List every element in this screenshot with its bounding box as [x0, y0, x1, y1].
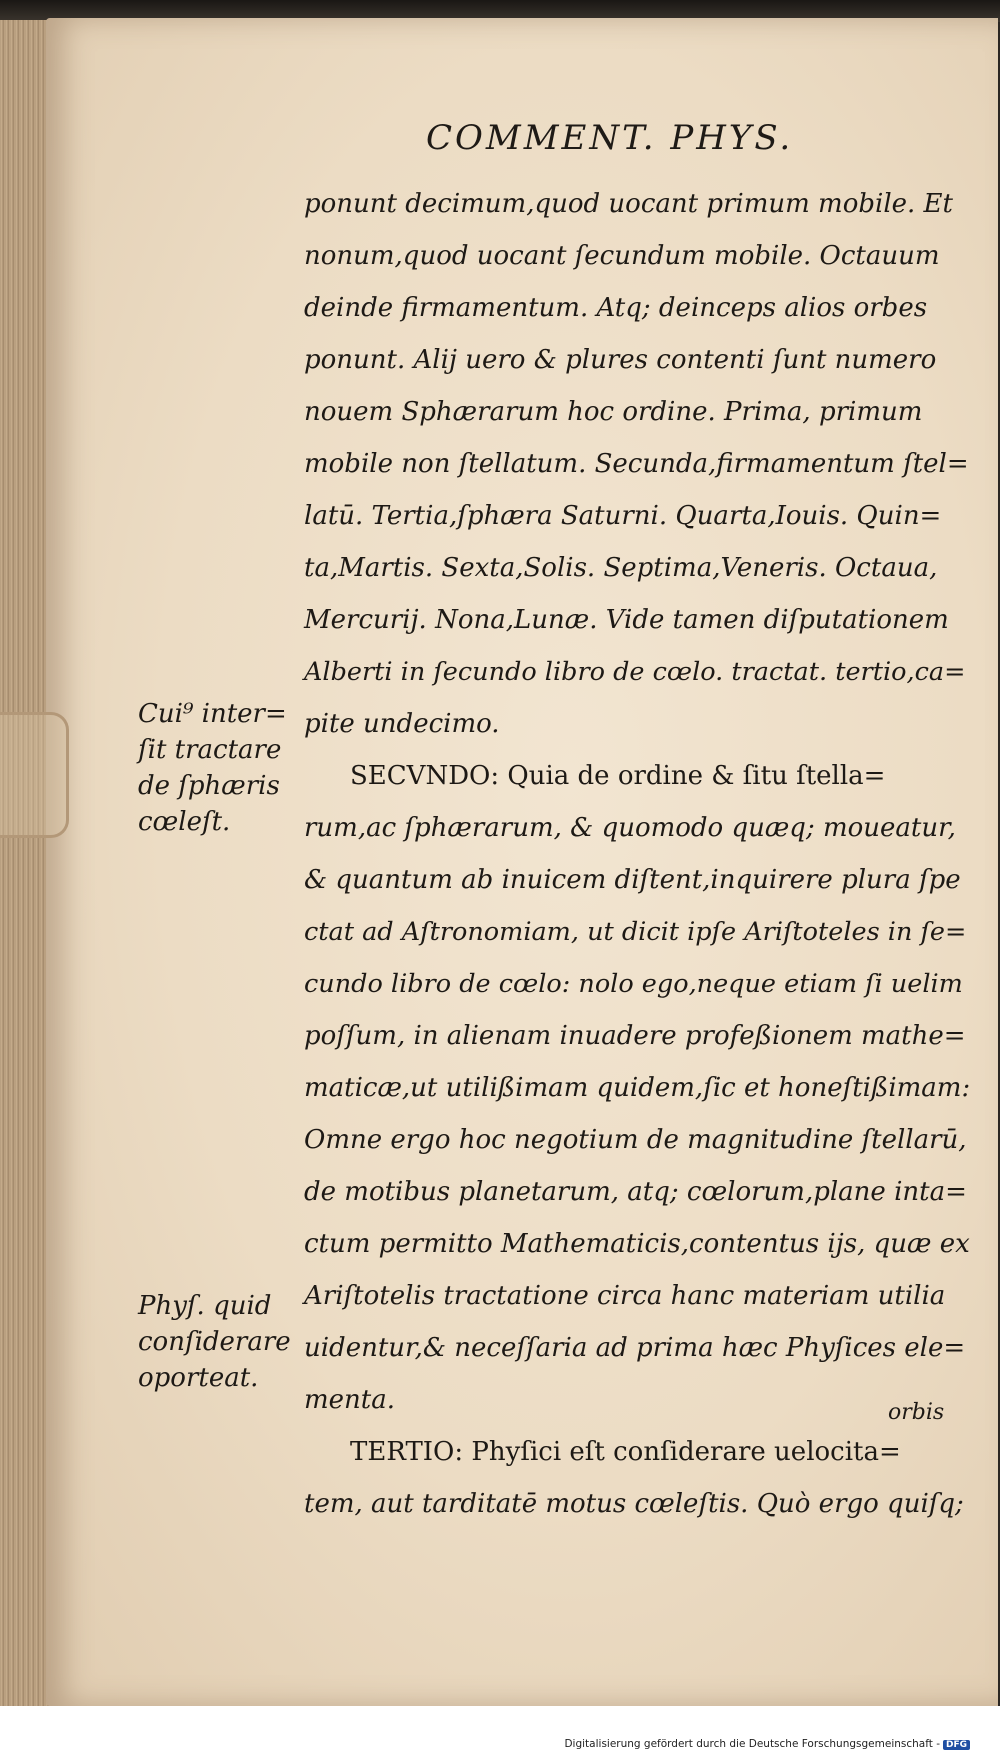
- text-line: nouem Sphærarum hoc ordine. Prima, primum: [304, 397, 923, 427]
- text-line: tem, aut tarditatē motus cœleſtis. Quò ergo quiſq;: [304, 1489, 964, 1519]
- section-start-tertio: TERTIO: Phyſici eſt conſiderare uelocita=: [350, 1437, 901, 1467]
- text-line: ctum permitto Mathematicis,contentus ijs, quæ ex: [304, 1229, 970, 1259]
- text-line: mobile non ſtellatum. Secunda,firmamentum ſtel=: [304, 449, 969, 479]
- margin-note-line: cœleſt.: [138, 807, 231, 837]
- main-text: [304, 178, 970, 1530]
- text-line: cundo libro de cœlo: nolo ego,neque etiam ſi uelim: [304, 969, 963, 999]
- text-line: Mercurij. Nona,Lunæ. Vide tamen diſputationem: [304, 605, 949, 635]
- running-header: COMMENT. PHYS.: [426, 118, 794, 158]
- text-line: ta,Martis. Sexta,Solis. Septima,Veneris. Octaua,: [304, 553, 938, 583]
- text-line: maticæ,ut utilißimam quidem,ſic et honeſtißimam:: [304, 1073, 971, 1103]
- margin-note-line: Phyſ. quid: [138, 1291, 272, 1321]
- text-line: de motibus planetarum, atq; cœlorum,plane inta=: [304, 1177, 967, 1207]
- text-line: ponunt decimum,quod uocant primum mobile. Et: [304, 189, 953, 219]
- bookmark-ribbon: [0, 712, 69, 838]
- catchword: orbis: [888, 1400, 945, 1425]
- digitization-credit: [564, 1738, 970, 1750]
- text-line: Ariſtotelis tractatione circa hanc materiam utilia: [304, 1281, 946, 1311]
- margin-note-line: oporteat.: [138, 1363, 259, 1393]
- dfg-logo: DFG: [943, 1740, 970, 1750]
- text-line: rum,ac ſphærarum, & quomodo quæq; moueatur,: [304, 813, 956, 843]
- text-line: & quantum ab inuicem diſtent,inquirere plura ſpe: [304, 865, 961, 895]
- margin-note-line: Cui⁹ inter=: [138, 699, 287, 729]
- text-line: Alberti in ſecundo libro de cœlo. tractat. tertio,ca=: [304, 657, 966, 687]
- text-line: nonum,quod uocant ſecundum mobile. Octauum: [304, 241, 940, 271]
- text-line: latū. Tertia,ſphæra Saturni. Quarta,Iouis. Quin=: [304, 501, 942, 531]
- margin-note-line: conſiderare: [138, 1327, 291, 1357]
- margin-note-sphaeris: [138, 696, 298, 840]
- margin-note-line: ſit tractare: [138, 735, 282, 765]
- credit-text: Digitalisierung gefördert durch die Deutsche Forschungsgemeinschaft -: [564, 1738, 940, 1750]
- margin-note-line: de ſphæris: [138, 771, 280, 801]
- text-line: poſſum, in alienam inuadere profeßionem mathe=: [304, 1021, 966, 1051]
- text-line: deinde firmamentum. Atq; deinceps alios orbes: [304, 293, 928, 323]
- text-line: uidentur,& neceſſaria ad prima hæc Phyſices ele=: [304, 1333, 966, 1363]
- text-line: ponunt. Alij uero & plures contenti ſunt numero: [304, 345, 937, 375]
- section-start-secundo: SECVNDO: Quia de ordine & ſitu ſtella=: [350, 761, 886, 791]
- margin-note-physici: [138, 1288, 298, 1396]
- text-line: pite undecimo.: [304, 709, 500, 739]
- text-line: ctat ad Aſtronomiam, ut dicit ipſe Ariſtoteles in ſe=: [304, 917, 967, 947]
- text-line: menta.: [304, 1385, 395, 1415]
- text-line: Omne ergo hoc negotium de magnitudine ſtellarū,: [304, 1125, 967, 1155]
